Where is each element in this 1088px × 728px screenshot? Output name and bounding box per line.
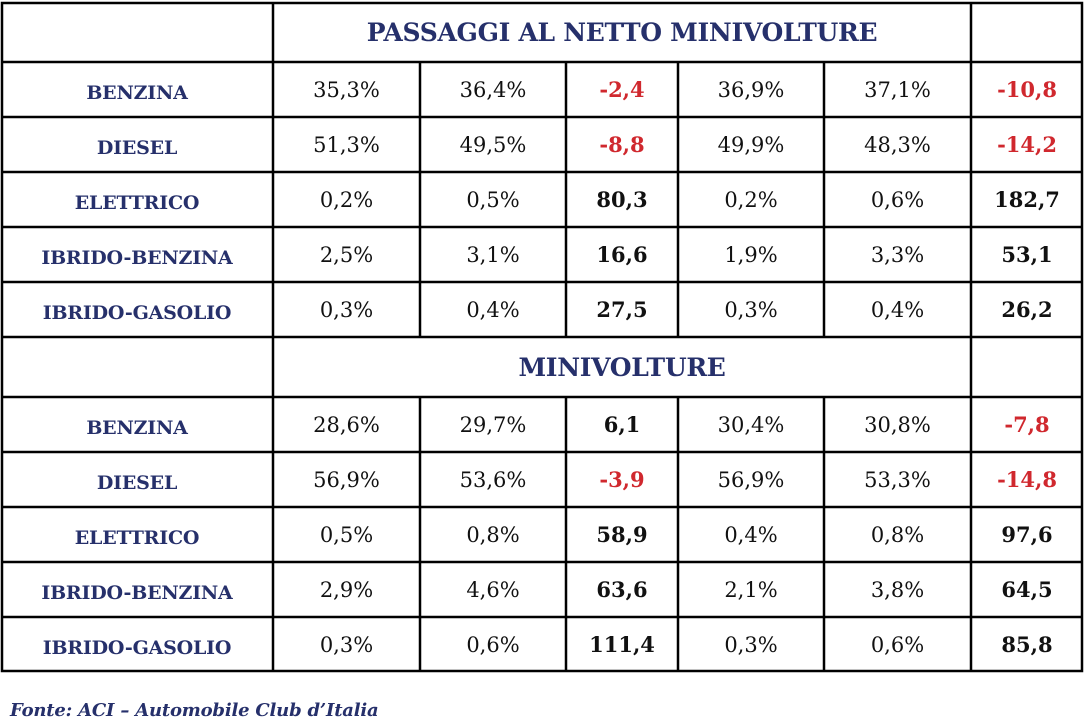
share-cell: 4,6% [466, 577, 520, 602]
variation-cell: 85,8 [1001, 632, 1053, 657]
share-cell: 35,3% [313, 77, 380, 102]
section-title: MINIVOLTURE [518, 352, 726, 382]
share-cell: 28,6% [313, 412, 380, 437]
share-cell: 3,3% [870, 242, 925, 267]
variation-cell: 58,9 [596, 522, 648, 547]
variation-cell: 27,5 [596, 297, 648, 322]
row-label: ELETTRICO [74, 526, 200, 549]
row-label: IBRIDO-BENZINA [41, 581, 233, 604]
row-label: ELETTRICO [74, 191, 200, 214]
share-cell: 2,1% [724, 577, 778, 602]
variation-cell: 63,6 [596, 577, 648, 602]
share-cell: 0,4% [870, 297, 925, 322]
share-cell: 30,4% [717, 412, 785, 437]
variation-cell: 53,1 [1001, 242, 1053, 267]
share-cell: 0,5% [466, 187, 520, 212]
row-label: DIESEL [96, 471, 178, 494]
variation-cell: -10,8 [997, 77, 1057, 102]
share-cell: 29,7% [459, 412, 527, 437]
variation-cell: -7,8 [1004, 412, 1050, 437]
share-cell: 3,1% [466, 242, 520, 267]
share-cell: 0,5% [319, 522, 374, 547]
variation-cell: 97,6 [1001, 522, 1053, 547]
share-cell: 56,9% [313, 467, 380, 492]
share-cell: 1,9% [724, 242, 778, 267]
share-cell: 53,6% [459, 467, 527, 492]
share-cell: 0,2% [724, 187, 778, 212]
share-cell: 0,3% [319, 632, 374, 657]
share-cell: 3,8% [870, 577, 925, 602]
variation-cell: 6,1 [603, 412, 641, 437]
row-label: DIESEL [96, 136, 178, 159]
share-cell: 36,4% [459, 77, 527, 102]
row-label: BENZINA [86, 81, 188, 104]
source-note: Fonte: ACI – Automobile Club d’Italia [10, 700, 379, 721]
share-cell: 0,2% [319, 187, 374, 212]
share-cell: 49,5% [459, 132, 527, 157]
variation-cell: 111,4 [589, 632, 655, 657]
variation-cell: 26,2 [1001, 297, 1053, 322]
share-cell: 30,8% [864, 412, 931, 437]
variation-cell: 80,3 [596, 187, 648, 212]
share-cell: 0,3% [724, 297, 778, 322]
share-cell: 36,9% [717, 77, 785, 102]
share-cell: 2,9% [319, 577, 374, 602]
variation-cell: -14,2 [997, 132, 1057, 157]
share-cell: 0,6% [870, 187, 925, 212]
share-cell: 49,9% [717, 132, 785, 157]
row-label: IBRIDO-GASOLIO [42, 301, 232, 324]
share-cell: 0,8% [870, 522, 925, 547]
row-label: IBRIDO-BENZINA [41, 246, 233, 269]
row-label: BENZINA [86, 416, 188, 439]
share-cell: 48,3% [864, 132, 931, 157]
share-cell: 0,8% [466, 522, 520, 547]
share-cell: 0,6% [466, 632, 520, 657]
variation-cell: -14,8 [997, 467, 1057, 492]
variation-cell: -8,8 [599, 132, 645, 157]
section-title: PASSAGGI AL NETTO MINIVOLTURE [366, 17, 878, 47]
share-cell: 0,4% [466, 297, 520, 322]
variation-cell: 182,7 [994, 187, 1060, 212]
row-label: IBRIDO-GASOLIO [42, 636, 232, 659]
share-cell: 0,6% [870, 632, 925, 657]
variation-cell: 16,6 [596, 242, 648, 267]
share-cell: 0,3% [319, 297, 374, 322]
data-table [1, 2, 1083, 672]
share-cell: 37,1% [864, 77, 931, 102]
share-cell: 53,3% [864, 467, 931, 492]
share-cell: 0,3% [724, 632, 778, 657]
share-cell: 0,4% [724, 522, 778, 547]
share-cell: 56,9% [717, 467, 785, 492]
share-cell: 2,5% [319, 242, 374, 267]
variation-cell: -3,9 [599, 467, 645, 492]
variation-cell: -2,4 [599, 77, 645, 102]
share-cell: 51,3% [313, 132, 380, 157]
variation-cell: 64,5 [1001, 577, 1053, 602]
